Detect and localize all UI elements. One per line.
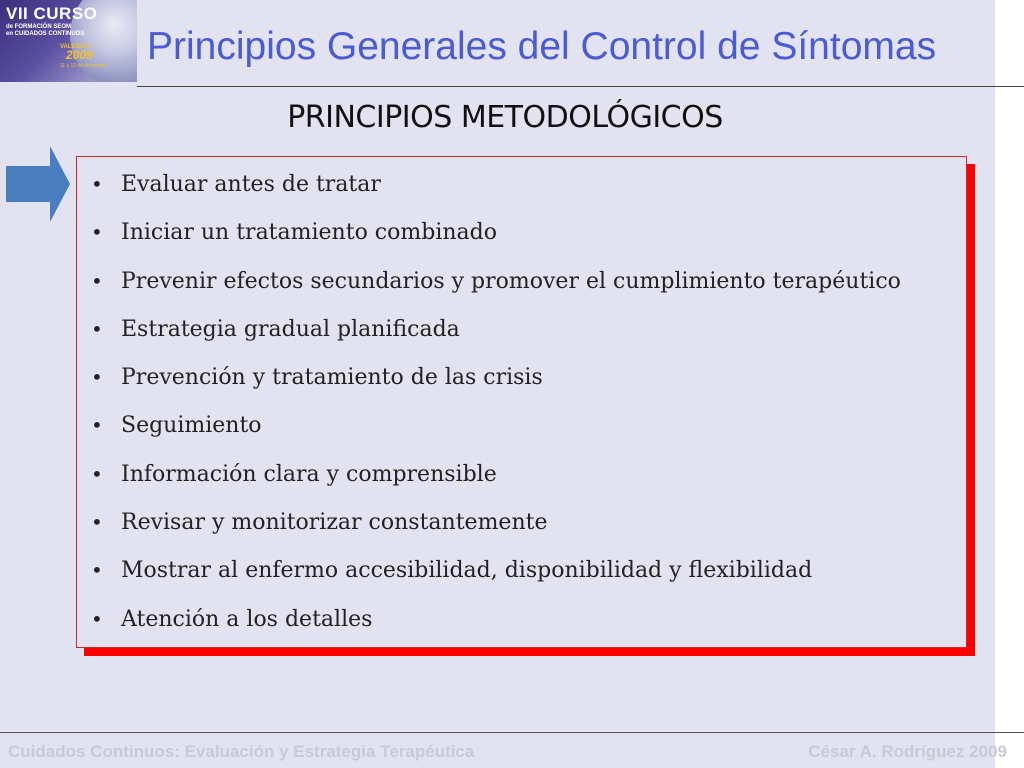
bullet-dot: • [91, 220, 103, 245]
bullet-box [76, 156, 967, 648]
bullet-dot: • [91, 461, 103, 486]
slide-title: Principios Generales del Control de Síntomas [147, 25, 937, 68]
footer-divider [0, 732, 1024, 733]
logo-line-5: 2009 [66, 48, 93, 62]
right-arrow-icon [6, 146, 70, 222]
list-item [91, 602, 901, 650]
logo-line-3: en CUIDADOS CONTINUOS [6, 31, 85, 37]
list-item [91, 408, 901, 456]
bullet-dot: • [91, 316, 103, 341]
bullet-dot: • [91, 365, 103, 390]
slide-subtitle: PRINCIPIOS METODOLÓGICOS [287, 100, 723, 135]
logo-line-4: VALENCIA [60, 44, 91, 50]
title-divider [137, 86, 1024, 87]
list-item-text: Seguimiento [121, 413, 262, 439]
list-item [91, 215, 901, 263]
logo-line-2: de FORMACIÓN SEOM [6, 24, 72, 30]
bullet-dot: • [91, 413, 103, 438]
list-item-text: Prevención y tratamiento de las crisis [121, 365, 543, 391]
list-item [91, 264, 901, 312]
list-item [91, 167, 901, 215]
footer-author: César A. Rodríguez 2009 [808, 742, 1007, 761]
list-item-text: Atención a los detalles [121, 606, 373, 632]
bullet-dot: • [91, 172, 103, 196]
list-item-text: Evaluar antes de tratar [121, 172, 381, 197]
list-item-text: Iniciar un tratamiento combinado [121, 220, 497, 246]
list-item-text: Estrategia gradual planificada [121, 316, 460, 342]
list-item-text: Prevenir efectos secundarios y promover el cumplimiento terapéutico [121, 268, 901, 294]
list-item [91, 457, 901, 505]
bullet-dot: • [91, 606, 103, 631]
logo-line-6: 11 y 12 de diciembre [60, 63, 107, 69]
bullet-dot: • [91, 558, 103, 583]
list-item-text: Mostrar al enfermo accesibilidad, disponibilidad y flexibilidad [121, 558, 813, 584]
footer-course-title: Cuidados Continuos: Evaluación y Estrategia Terapéutica [8, 742, 475, 761]
list-item-text: Información clara y comprensible [121, 461, 497, 487]
list-item [91, 312, 901, 360]
list-item [91, 360, 901, 408]
list-item [91, 553, 901, 601]
bullet-list [91, 167, 901, 650]
list-item [91, 505, 901, 553]
course-logo [0, 0, 137, 82]
bullet-dot: • [91, 268, 103, 293]
list-item-text: Revisar y monitorizar constantemente [121, 510, 548, 536]
bullet-dot: • [91, 510, 103, 535]
logo-line-1: VII CURSO [6, 4, 98, 23]
